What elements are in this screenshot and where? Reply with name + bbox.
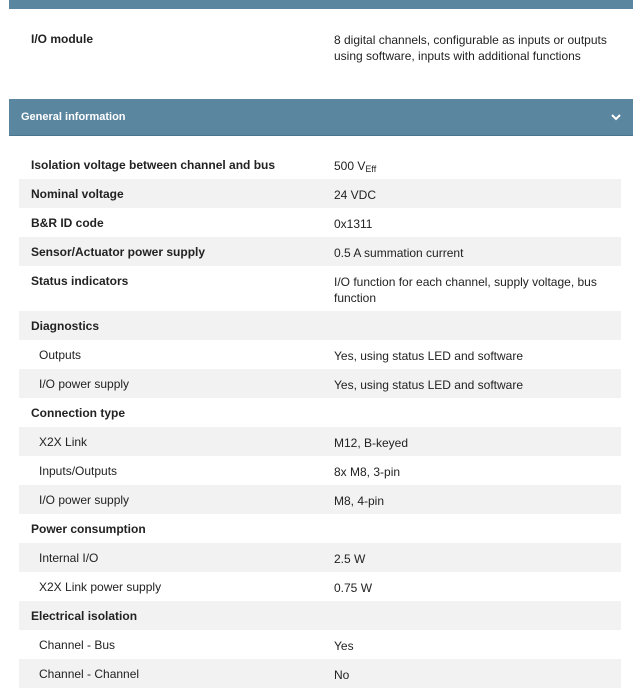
- chevron-down-icon[interactable]: [609, 110, 623, 124]
- row-key: Isolation voltage between channel and bus: [31, 158, 276, 172]
- row-key: Status indicators: [31, 274, 129, 288]
- table-row: [19, 659, 621, 688]
- spec-table: [19, 150, 621, 688]
- table-row: [19, 179, 621, 208]
- row-value: [334, 551, 614, 567]
- row-key: I/O power supply: [39, 377, 130, 391]
- row-key: B&R ID code: [31, 216, 104, 230]
- row-value: [334, 464, 614, 480]
- row-value: [334, 435, 614, 451]
- row-value-text: Yes, using status LED and software: [334, 349, 523, 363]
- row-key: Nominal voltage: [31, 187, 124, 201]
- row-key: I/O power supply: [39, 493, 130, 507]
- row-key: Inputs/Outputs: [39, 464, 118, 478]
- row-key: Sensor/Actuator power supply: [31, 245, 206, 259]
- row-value-text: 0.5 A summation current: [334, 246, 464, 260]
- table-row: [19, 572, 621, 601]
- row-value-text: Yes, using status LED and software: [334, 378, 523, 392]
- table-row: [19, 208, 621, 237]
- section-header-general-information[interactable]: [9, 99, 633, 136]
- table-row: [19, 340, 621, 369]
- row-key: X2X Link power supply: [39, 580, 162, 594]
- table-row: [19, 485, 621, 514]
- row-value: [334, 580, 614, 596]
- row-value: [334, 638, 614, 654]
- top-header-bar: [9, 0, 633, 9]
- row-value: [334, 348, 614, 364]
- row-key: Outputs: [39, 348, 82, 362]
- table-row: [19, 427, 621, 456]
- table-row: [19, 369, 621, 398]
- row-value: [334, 158, 614, 177]
- row-value: [334, 377, 614, 393]
- row-key: Power consumption: [31, 522, 146, 536]
- row-key: Channel - Channel: [39, 667, 140, 681]
- row-value-text: I/O function for each channel, supply voltage, bus function: [334, 275, 597, 305]
- intro-value: 8 digital channels, configurable as inputs or outputs using software, inputs with additional functions: [334, 33, 607, 63]
- row-value-text: No: [334, 668, 350, 682]
- table-row: [19, 514, 621, 543]
- row-value-text: 500 V: [334, 159, 366, 173]
- row-value-subscript: Eff: [365, 164, 377, 174]
- row-key: X2X Link: [39, 435, 88, 449]
- row-value: [334, 493, 614, 509]
- intro-label: I/O module: [31, 32, 94, 46]
- table-row: [19, 630, 621, 659]
- row-value: [334, 274, 614, 306]
- row-key: Channel - Bus: [39, 638, 116, 652]
- row-value: [334, 667, 614, 683]
- table-row: [19, 601, 621, 630]
- table-row: [19, 311, 621, 340]
- row-value-text: 8x M8, 3-pin: [334, 465, 401, 479]
- row-value: [334, 187, 614, 203]
- section-title: General information: [21, 111, 126, 123]
- table-row: [19, 543, 621, 572]
- table-row: [19, 266, 621, 311]
- table-row: [19, 398, 621, 427]
- row-value-text: M12, B-keyed: [334, 436, 409, 450]
- row-key: Electrical isolation: [31, 609, 138, 623]
- table-row: [19, 150, 621, 179]
- row-value-text: 2.5 W: [334, 552, 366, 566]
- table-row: [19, 456, 621, 485]
- row-value-text: 24 VDC: [334, 188, 377, 202]
- row-value-text: M8, 4-pin: [334, 494, 385, 508]
- row-value-text: Yes: [334, 639, 354, 653]
- row-value: [334, 216, 614, 232]
- row-value-text: 0.75 W: [334, 581, 373, 595]
- row-key: Internal I/O: [39, 551, 99, 565]
- row-value: [334, 245, 614, 261]
- row-key: Diagnostics: [31, 319, 100, 333]
- row-value-text: 0x1311: [334, 217, 373, 231]
- row-key: Connection type: [31, 406, 126, 420]
- table-row: [19, 237, 621, 266]
